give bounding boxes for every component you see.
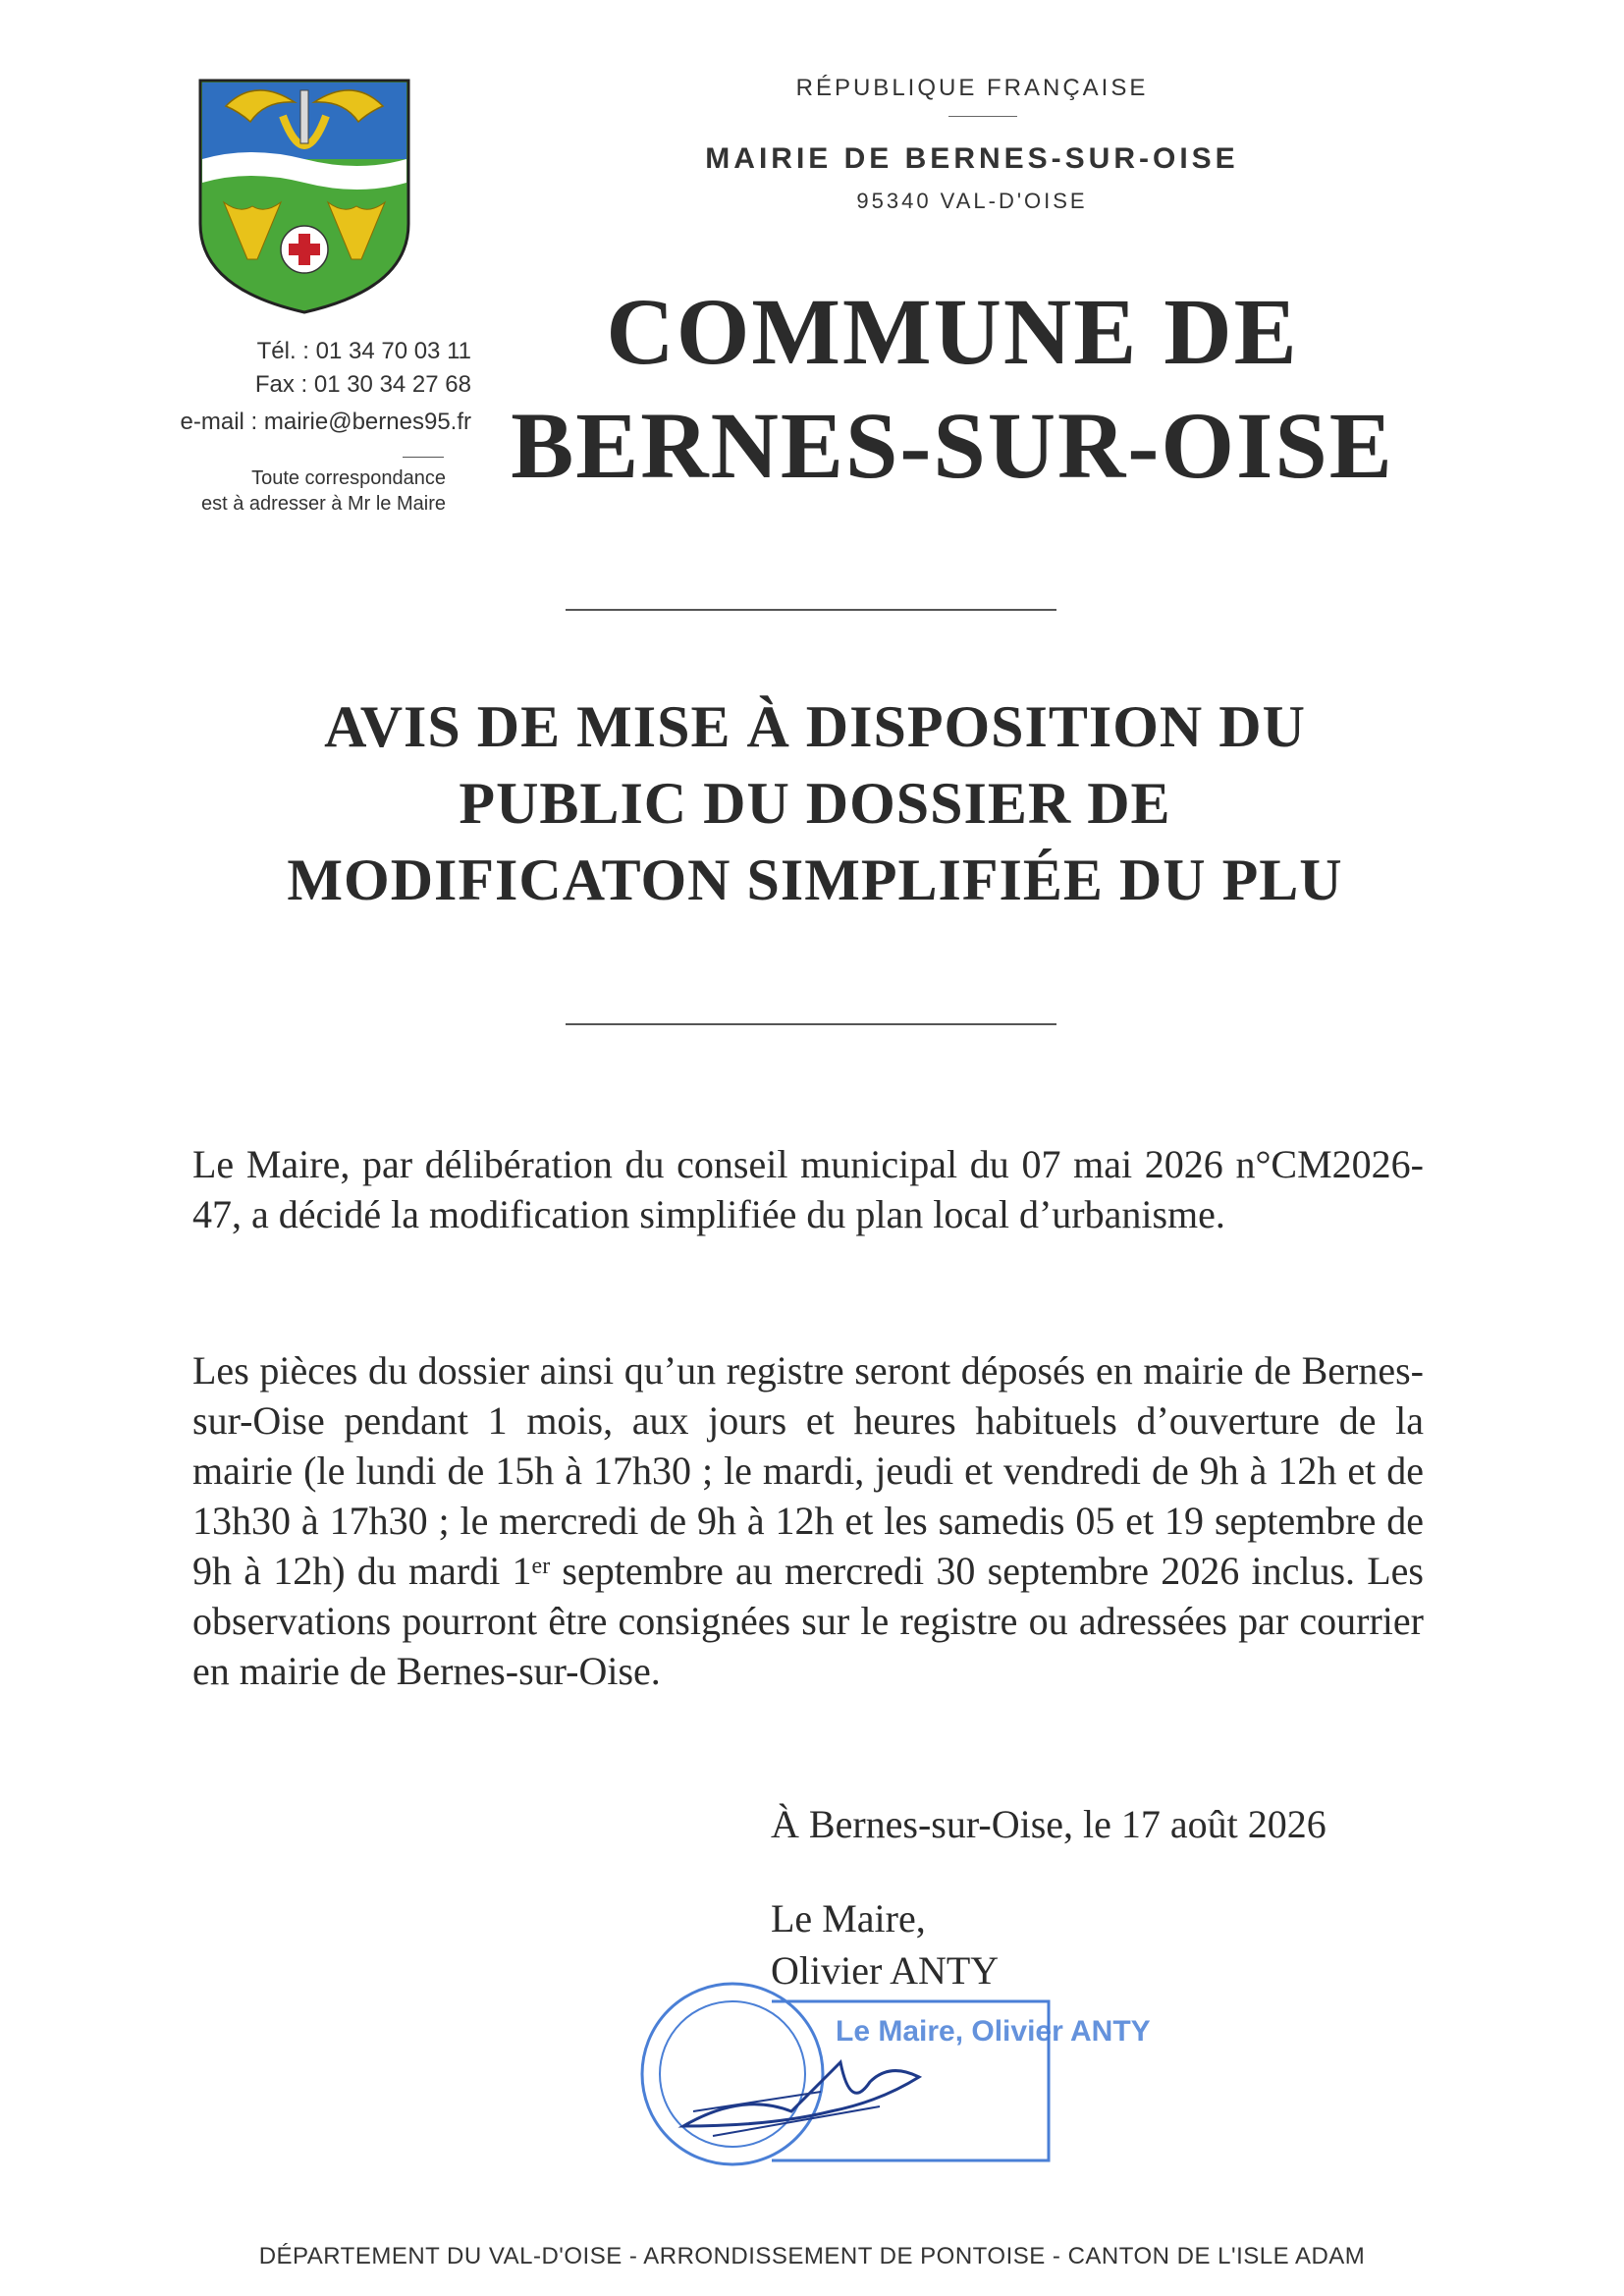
- header-divider: [948, 116, 1017, 117]
- correspondence-note-line2: est à adresser à Mr le Maire: [201, 493, 446, 515]
- svg-text:Le Maire, Olivier ANTY: Le Maire, Olivier ANTY: [836, 2015, 1151, 2048]
- notice-title-line3: MODIFICATON SIMPLIFIÉE DU PLU: [287, 847, 1343, 912]
- notice-title-line2: PUBLIC DU DOSSIER DE: [459, 771, 1171, 836]
- notice-paragraph-1: Le Maire, par délibération du conseil municipal du 07 mai 2026 n°CM2026-47, a décidé la modification simplifiée du plan local d’urbanisme.: [192, 1142, 1424, 1236]
- phone-number: Tél. : 01 34 70 03 11: [256, 338, 471, 364]
- signatory-title: Le Maire,: [771, 1896, 926, 1941]
- notice-paragraph-2-part1: Les pièces du dossier ainsi qu’un registre seront déposés en mairie de Bernes-sur-Oise pendant 1 mois, aux jours et heures habituels d’ouverture de la mairie (le lundi de 15h à 17h30 ; le mardi, jeudi et vendredi de 9h à 12h et de 13h30 à 17h30 ; le mercredi de 9h à 12h et les samedis 05 et 19 septembre de 9h à 12h) du mardi 1: [192, 1348, 1424, 1593]
- place-and-date: À Bernes-sur-Oise, le 17 août 2026: [771, 1802, 1326, 1846]
- commune-title-line1: COMMUNE DE: [606, 279, 1299, 384]
- contact-divider: [403, 457, 444, 458]
- footer-administrative-info: DÉPARTEMENT DU VAL-D'OISE - ARRONDISSEMENT DE PONTOISE - CANTON DE L'ISLE ADAM: [258, 2243, 1366, 2269]
- email-address: e-mail : mairie@bernes95.fr: [180, 409, 471, 435]
- postcode-department: 95340 VAL-D'OISE: [856, 189, 1088, 213]
- ordinal-superscript: er: [531, 1554, 551, 1579]
- notice-paragraph-2: [192, 1345, 1424, 1696]
- republique-heading: RÉPUBLIQUE FRANÇAISE: [795, 75, 1149, 101]
- official-stamp: [624, 1964, 1151, 2180]
- mairie-heading: MAIRIE DE BERNES-SUR-OISE: [705, 142, 1239, 175]
- coat-of-arms-logo: [196, 77, 412, 316]
- notice-title-line1: AVIS DE MISE À DISPOSITION DU: [324, 694, 1306, 759]
- fax-number: Fax : 01 30 34 27 68: [254, 371, 471, 398]
- notice-paragraph-2-part2: septembre au mercredi 30 septembre 2026 inclus. Les observations pourront être consignées sur le registre ou adressées par courrier en mairie de Bernes-sur-Oise.: [192, 1549, 1425, 1693]
- correspondence-note-line1: Toute correspondance: [251, 467, 446, 489]
- title-divider-bottom: [566, 1023, 1056, 1025]
- signatory-name: Olivier ANTY: [771, 1948, 1000, 1993]
- title-divider-top: [566, 609, 1056, 611]
- commune-title-line2: BERNES-SUR-OISE: [511, 393, 1394, 498]
